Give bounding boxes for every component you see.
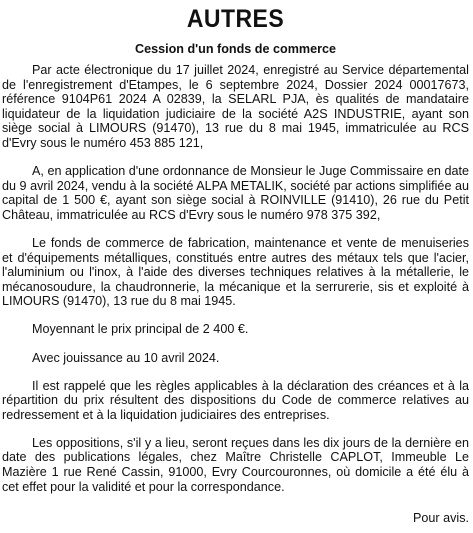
notice-title: Cession d'un fonds de commerce — [134, 42, 337, 56]
paragraph-creditor-rules: Il est rappelé que les règles applicables à la déclaration des créances et à la répartition du prix résultent des dispositions du Code de commerce relatives au redressement et à la liquidation judiciaires des entreprises. — [2, 378, 469, 422]
paragraph-price: Moyennant le prix principal de 2 400 €. — [32, 322, 249, 337]
paragraph-business-description: Le fonds de commerce de fabrication, maintenance et vente de menuiseries et d'équipements métalliques, constitués entre autres des métaux tels que l'acier, l'aluminium ou l'inox, à l'aide des diverses techniques relatives à la métallerie, le mécanosoudure, la chaudronnerie, la mécanique et la serrurerie, sis et exploité à LIMOURS (91470), 13 rue du 8 mai 1945. — [2, 235, 469, 309]
paragraph-oppositions: Les oppositions, s'il y a lieu, seront reçues dans les dix jours de la dernière en date des publications légales, chez Maître Christelle CAPLOT, Immeuble Le Mazière 1 rue René Cassin, 91000, Evry Courcouronnes, où domicile a été élu à cet effet pour la validité et pour la correspondance. — [2, 435, 469, 494]
paragraph-buyer: A, en application d'une ordonnance de Monsieur le Juge Commissaire en date du 9 avril 2024, vendu à la société ALPA METALIK, société par actions simplifiée au capital de 1 500 €, ayant son siège social à ROINVILLE (91410), 26 rue du Petit Château, immatriculée au RCS d'Evry sous le numéro 978 375 392, — [2, 164, 469, 222]
paragraph-seller: Par acte électronique du 17 juillet 2024, enregistré au Service départemental de l'enregistrement d'Etampes, le 6 septembre 2024, Dossier 2024 00017673, référence 9104P61 2024 A 02839, la SELARL PJA, ès qualités de mandataire liquidateur de la liquidation judiciaire de la société A2S INDUSTRIE, ayant son siège social à LIMOURS (91470), 13 rue du 8 mai 1945, immatriculée au RCS d'Evry sous le numéro 453 885 121, — [2, 63, 469, 150]
signature-line: Pour avis. — [413, 511, 469, 526]
legal-notice — [0, 5, 473, 533]
notice-category-heading: AUTRES — [186, 5, 285, 33]
paragraph-possession-date: Avec jouissance au 10 avril 2024. — [32, 350, 220, 365]
